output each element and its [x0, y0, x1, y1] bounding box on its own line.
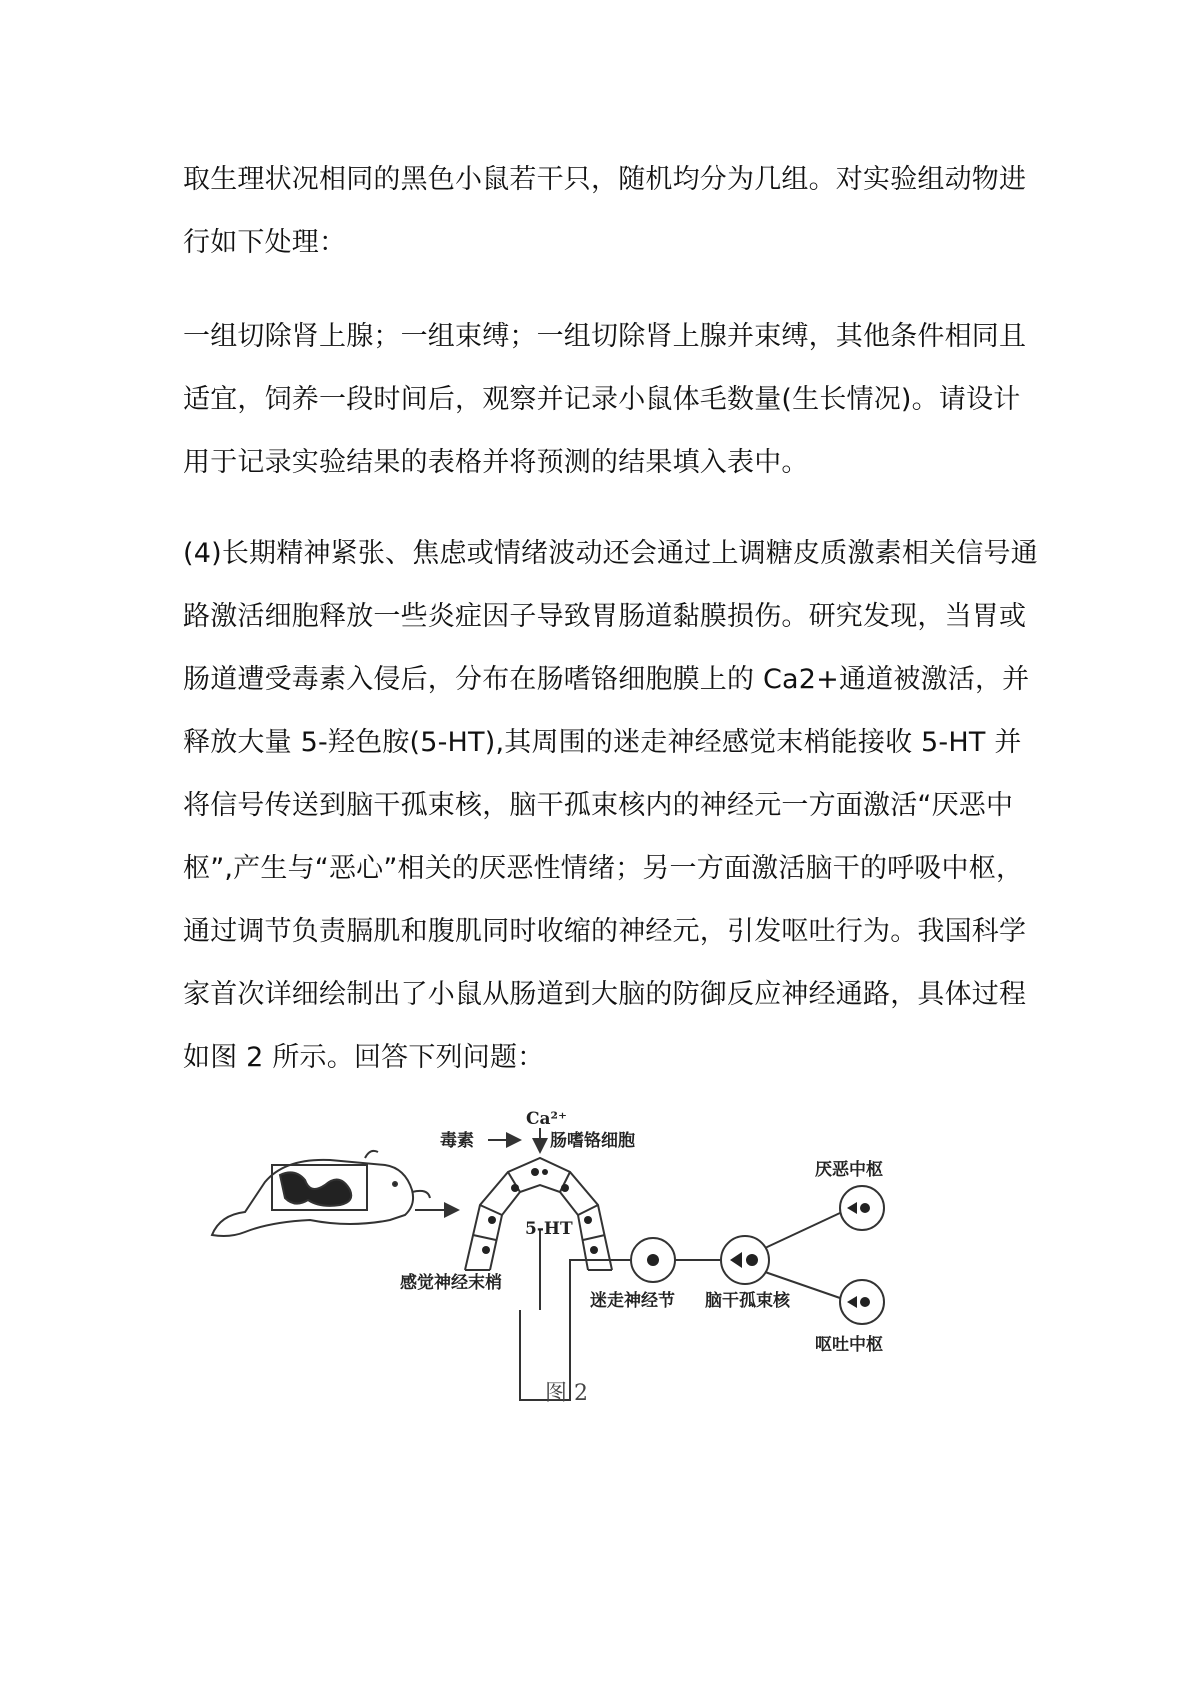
text-line: 适宜，饲养一段时间后，观察并记录小鼠体毛数量(生长情况)。请设计	[183, 384, 1021, 415]
label-nts: 脑干孤束核	[705, 1291, 790, 1311]
figure-caption: 图 2	[545, 1381, 588, 1406]
vomit-center-neuron	[840, 1280, 884, 1324]
text-line: 路激活细胞释放一些炎症因子导致胃肠道黏膜损伤。研究发现，当胃或	[183, 601, 1027, 632]
figure-2	[190, 1110, 950, 1422]
label-calcium: Ca²⁺	[526, 1110, 567, 1129]
text-line: 释放大量 5-羟色胺(5-HT),其周围的迷走神经感觉末梢能接收 5-HT 并	[183, 727, 1022, 758]
text-line: (4)长期精神紧张、焦虑或情绪波动还会通过上调糖皮质激素相关信号通	[183, 538, 1038, 569]
text-line: 通过调节负责膈肌和腹肌同时收缩的神经元，引发呕吐行为。我国科学	[183, 916, 1027, 947]
text-line: 如图 2 所示。回答下列问题：	[183, 1042, 545, 1073]
text-line: 取生理状况相同的黑色小鼠若干只，随机均分为几组。对实验组动物进	[183, 164, 1027, 195]
paragraph-3	[183, 522, 1038, 1089]
text-line: 将信号传送到脑干孤束核，脑干孤束核内的神经元一方面激活“厌恶中	[183, 790, 1014, 821]
vagal-pathway	[520, 1230, 630, 1400]
label-5ht: 5-HT	[525, 1219, 573, 1239]
label-vagal-ganglion: 迷走神经节	[590, 1291, 675, 1311]
neural-pathway-diagram	[190, 1110, 950, 1422]
paragraph-2	[183, 305, 1033, 494]
label-toxin: 毒素	[440, 1131, 474, 1151]
text-line: 家首次详细绘制出了小鼠从肠道到大脑的防御反应神经通路，具体过程	[183, 979, 1027, 1010]
text-line: 枢”,产生与“恶心”相关的厌恶性情绪；另一方面激活脑干的呼吸中枢，	[183, 853, 1024, 884]
text-line: 用于记录实验结果的表格并将预测的结果填入表中。	[183, 447, 809, 478]
vagal-ganglion-neuron	[631, 1238, 675, 1282]
nts-neuron	[721, 1236, 769, 1284]
label-sensory-ending: 感觉神经末梢	[400, 1273, 502, 1293]
nts-to-aversion-line	[765, 1213, 840, 1248]
text-line: 肠道遭受毒素入侵后，分布在肠嗜铬细胞膜上的 Ca2+通道被激活，并	[183, 664, 1030, 695]
aversion-center-neuron	[840, 1186, 884, 1230]
text-line: 行如下处理：	[183, 227, 347, 258]
label-aversion-center: 厌恶中枢	[815, 1160, 883, 1180]
paragraph-1	[183, 148, 1033, 274]
text-line: 一组切除肾上腺；一组束缚；一组切除肾上腺并束缚，其他条件相同且	[183, 321, 1027, 352]
label-vomit-center: 呕吐中枢	[815, 1335, 883, 1355]
label-ec-cell: 肠嗜铬细胞	[550, 1131, 635, 1151]
mouse-illustration	[212, 1151, 430, 1236]
